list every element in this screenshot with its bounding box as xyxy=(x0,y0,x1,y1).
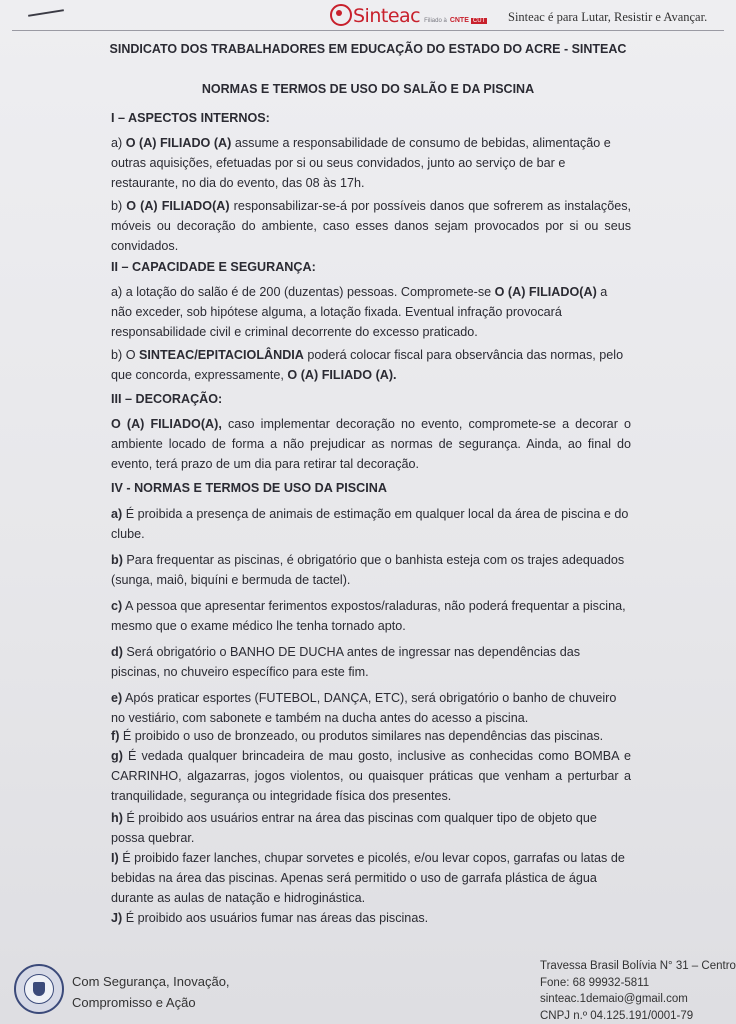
rule-prefix: J) xyxy=(111,911,123,925)
rule-item-b xyxy=(111,550,631,590)
rule-text: É proibido aos usuários fumar nas áreas das piscinas. xyxy=(125,911,429,925)
rule-prefix: f) xyxy=(111,729,120,743)
rule-prefix: d) xyxy=(111,645,123,659)
paragraph-1b xyxy=(111,196,631,256)
bold-term: O (A) FILIADO (A) xyxy=(125,136,232,150)
paragraph-text: assume a responsabilidade de consumo de bebidas, alimentação e outras aquisições, efetuadas por si ou seus convidados, junto ao serviço de bar e restaurante, no dia do evento, das 08 às 17h. xyxy=(111,136,611,190)
section-heading-4: IV - NORMAS E TERMOS DE USO DA PISCINA xyxy=(111,481,387,495)
logo-cut: CUT xyxy=(472,18,486,24)
paragraph-text: caso implementar decoração no evento, compromete-se a decorar o ambiente locado de forma a não prejudicar as normas de segurança. Ainda, ao final do evento, terá prazo de um dia para retirar tal decoração. xyxy=(111,417,631,471)
document-title: NORMAS E TERMOS DE USO DO SALÃO E DA PISCINA xyxy=(201,82,535,96)
paragraph-text: a) a lotação do salão é de 200 (duzentas) pessoas. Compromete-se xyxy=(111,285,492,299)
section-heading-2: II – CAPACIDADE E SEGURANÇA: xyxy=(111,260,316,274)
rule-text: É proibido aos usuários entrar na área das piscinas com qualquer tipo de objeto que possa quebrar. xyxy=(111,811,597,845)
bold-term: O (A) FILIADO(A) xyxy=(126,199,230,213)
organization-name: SINDICATO DOS TRABALHADORES EM EDUCAÇÃO DO ESTADO DO ACRE - SINTEAC xyxy=(109,42,627,56)
pen-mark xyxy=(28,9,64,17)
logo-cnte: CNTE xyxy=(449,17,469,24)
rule-item-e xyxy=(111,688,631,728)
rule-prefix: I) xyxy=(111,851,119,865)
paragraph-text: responsabilizar-se-á por possíveis danos que sofrerem as instalações, móveis ou decoração do ambiente, caso esses danos sejam provocados por si ou seus convidados. xyxy=(111,199,632,253)
footer-motto xyxy=(72,971,230,1013)
logo-emblem-icon xyxy=(330,4,352,26)
rule-item-d xyxy=(111,642,631,682)
paragraph-2a xyxy=(111,282,631,342)
rule-text: Será obrigatório o BANHO DE DUCHA antes de ingressar nas dependências das piscinas, no chuveiro específico para este fim. xyxy=(111,645,581,679)
rule-prefix: h) xyxy=(111,811,123,825)
institution-seal-icon xyxy=(14,964,64,1014)
rule-prefix: g) xyxy=(111,749,123,763)
paragraph-text: a não exceder, sob hipótese alguma, a lotação fixada. Eventual infração provocará responsabilidade civil e criminal decorrente do excesso praticado. xyxy=(111,285,608,339)
footer-address: Travessa Brasil Bolívia N° 31 – Centro xyxy=(540,960,736,972)
rule-item-a xyxy=(111,504,631,544)
seal-inner-ring xyxy=(24,974,54,1004)
motto-line-1: Com Segurança, Inovação, xyxy=(72,974,230,989)
sinteac-logo xyxy=(330,4,487,26)
footer-email: sinteac.1demaio@gmail.com xyxy=(540,993,688,1005)
logo-text: Sinteac xyxy=(353,5,421,27)
rule-text: Para frequentar as piscinas, é obrigatório que o banhista esteja com os trajes adequados (sunga, maiô, biquíni e bermuda de tactel). xyxy=(111,553,625,587)
motto-line-2: Compromisso e Ação xyxy=(72,995,196,1010)
bold-term: SINTEAC/EPITACIOLÂNDIA xyxy=(139,348,304,362)
rule-text: É proibido o uso de bronzeado, ou produtos similares nas dependências das piscinas. xyxy=(122,729,604,743)
footer-phone: Fone: 68 99932-5811 xyxy=(540,976,650,989)
rule-item-c xyxy=(111,596,631,636)
rule-prefix: e) xyxy=(111,691,123,705)
header-slogan: Sinteac é para Lutar, Resistir e Avançar. xyxy=(508,10,708,24)
rule-text: É proibido fazer lanches, chupar sorvetes e picolés, e/ou levar copos, garrafas ou latas de bebidas na área das piscinas. Apenas será permitido o uso de garrafa plástica de água durante as aulas de natação e hidroginástica. xyxy=(111,851,625,905)
logo-affiliation: Filiado à xyxy=(424,18,447,24)
header-divider xyxy=(12,30,724,31)
paragraph-1a xyxy=(111,133,631,193)
footer-cnpj: CNPJ n.º 04.125.191/0001-79 xyxy=(540,1009,694,1022)
paragraph-text: poderá colocar fiscal para observância das normas, pelo que concorda, expressamente, xyxy=(111,348,624,382)
rule-item-i xyxy=(111,848,631,908)
section-heading-1: I – ASPECTOS INTERNOS: xyxy=(111,111,270,125)
bold-term: O (A) FILIADO (A). xyxy=(287,368,397,382)
bold-term: O (A) FILIADO(A) xyxy=(494,285,597,299)
rule-item-g xyxy=(111,746,631,806)
rule-item-j xyxy=(111,908,631,928)
paragraph-2b xyxy=(111,345,631,385)
rule-text: A pessoa que apresentar ferimentos expostos/raladuras, não poderá frequentar a piscina, mesmo que o exame médico lhe tenha tornado apto. xyxy=(111,599,626,633)
rule-prefix: c) xyxy=(111,599,123,613)
shield-icon xyxy=(33,982,45,996)
section-heading-3: III – DECORAÇÃO: xyxy=(111,392,223,406)
rule-text: Após praticar esportes (FUTEBOL, DANÇA, ETC), será obrigatório o banho de chuveiro no vestiário, com sabonete e também na ducha antes do acesso a piscina. xyxy=(111,691,617,725)
paragraph-text: b) O xyxy=(111,348,136,362)
rule-item-f xyxy=(111,726,631,746)
rule-item-h xyxy=(111,808,631,848)
rule-prefix: a) xyxy=(111,507,123,521)
item-prefix: a) xyxy=(111,136,123,150)
footer-contact xyxy=(540,958,736,1024)
paragraph-3 xyxy=(111,414,631,474)
rule-text: É proibida a presença de animais de estimação em qualquer local da área de piscina e do clube. xyxy=(111,507,629,541)
rule-prefix: b) xyxy=(111,553,123,567)
bold-term: O (A) FILIADO(A), xyxy=(111,417,222,431)
item-prefix: b) xyxy=(111,199,123,213)
rule-text: É vedada qualquer brincadeira de mau gosto, inclusive as conhecidas como BOMBA e CARRINHO, algazarras, jogos violentos, ou quaisquer práticas que venham a perturbar a tranquilidade, segurança ou integridade física dos presentes. xyxy=(111,749,631,803)
